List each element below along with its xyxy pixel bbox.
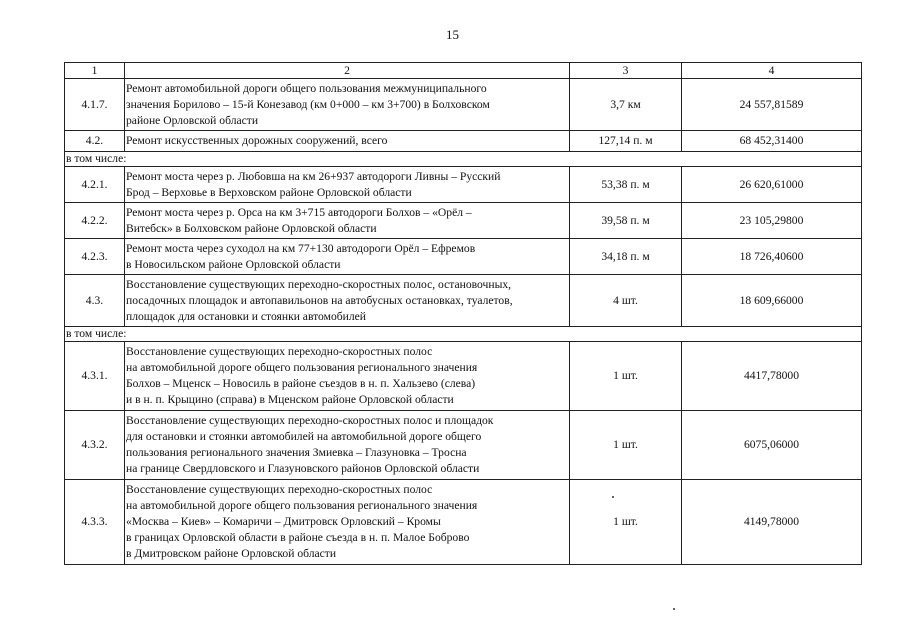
table-row	[65, 411, 862, 480]
description-line: Ремонт моста через р. Любовша на км 26+937 автодороги Ливны – Русский	[126, 169, 501, 183]
item-description	[125, 480, 570, 565]
description-line: Ремонт искусственных дорожных сооружений, всего	[126, 134, 388, 147]
item-amount: 18 609,66000	[682, 275, 862, 327]
column-header: 4	[682, 63, 862, 79]
item-quantity: 1 шт.	[570, 480, 682, 565]
description-line: районе Орловской области	[126, 113, 259, 127]
item-amount: 6075,06000	[682, 411, 862, 480]
description-line: Ремонт моста через р. Орса на км 3+715 автодороги Болхов – «Орёл –	[126, 205, 472, 219]
description-line: Восстановление существующих переходно-скоростных полос	[126, 483, 433, 496]
table-row	[65, 275, 862, 327]
item-amount: 18 726,40600	[682, 239, 862, 275]
item-quantity: 4 шт.	[570, 275, 682, 327]
item-amount: 23 105,29800	[682, 203, 862, 239]
item-number: 4.2.1.	[65, 167, 125, 203]
description-line: в границах Орловской области в районе съезда в н. п. Малое Боброво	[126, 531, 470, 544]
description-line: Восстановление существующих переходно-скоростных полос и площадок	[126, 414, 494, 427]
item-number: 4.1.7.	[65, 79, 125, 131]
item-number: 4.3.3.	[65, 480, 125, 565]
table-row	[65, 203, 862, 239]
description-line: на границе Свердловского и Глазуновского районов Орловской области	[126, 462, 480, 475]
item-number: 4.3.	[65, 275, 125, 327]
item-quantity: 127,14 п. м	[570, 131, 682, 152]
page-number: 15	[446, 27, 459, 42]
description-line: площадок для остановки и стоянки автомобилей	[126, 309, 367, 323]
item-number: 4.3.2.	[65, 411, 125, 480]
item-quantity: 53,38 п. м	[570, 167, 682, 203]
subheading-row	[65, 327, 862, 342]
item-description	[125, 167, 570, 203]
description-line: и в н. п. Крыцино (справа) в Мценском районе Орловской области	[126, 393, 454, 406]
description-line: в Новосильском районе Орловской области	[126, 257, 341, 271]
subheading-row	[65, 152, 862, 167]
item-amount: 4149,78000	[682, 480, 862, 565]
item-description	[125, 203, 570, 239]
item-number: 4.2.3.	[65, 239, 125, 275]
table-row	[65, 79, 862, 131]
description-line: на автомобильной дороге общего пользования регионального значения	[126, 361, 478, 374]
description-line: значения Борилово – 15-й Конезавод (км 0+000 – км 3+700) в Болховском	[126, 97, 490, 111]
description-line: в Дмитровском районе Орловской области	[126, 547, 337, 560]
scan-speck	[612, 496, 614, 498]
item-description	[125, 79, 570, 131]
table-row	[65, 480, 862, 565]
item-amount: 68 452,31400	[682, 131, 862, 152]
description-line: «Москва – Киев» – Комаричи – Дмитровск Орловский – Кромы	[126, 515, 441, 528]
description-line: на автомобильной дороге общего пользования регионального значения	[126, 499, 478, 512]
item-description	[125, 275, 570, 327]
description-line: Восстановление существующих переходно-скоростных полос, остановочных,	[126, 277, 512, 291]
column-header: 1	[65, 63, 125, 79]
column-header: 2	[125, 63, 570, 79]
item-amount: 26 620,61000	[682, 167, 862, 203]
description-line: Ремонт моста через суходол на км 77+130 автодороги Орёл – Ефремов	[126, 241, 476, 255]
description-line: Витебск» в Болховском районе Орловской области	[126, 221, 377, 235]
column-header: 3	[570, 63, 682, 79]
item-amount: 24 557,81589	[682, 79, 862, 131]
table-row	[65, 167, 862, 203]
item-quantity: 34,18 п. м	[570, 239, 682, 275]
scan-speck	[673, 608, 675, 610]
subheading-text: в том числе:	[65, 327, 862, 342]
item-number: 4.2.	[65, 131, 125, 152]
item-number: 4.2.2.	[65, 203, 125, 239]
subheading-text: в том числе:	[65, 152, 862, 167]
table-body	[65, 63, 862, 565]
item-quantity: 1 шт.	[570, 411, 682, 480]
description-line: Восстановление существующих переходно-скоростных полос	[126, 345, 433, 358]
description-line: Ремонт автомобильной дороги общего пользования межмуниципального	[126, 81, 487, 95]
description-line: Брод – Верховье в Верховском районе Орловской области	[126, 185, 412, 199]
description-line: пользования регионального значения Змиевка – Глазуновка – Тросна	[126, 446, 467, 459]
item-quantity: 3,7 км	[570, 79, 682, 131]
budget-table	[64, 62, 862, 565]
item-quantity: 1 шт.	[570, 342, 682, 411]
item-description	[125, 411, 570, 480]
description-line: для остановки и стоянки автомобилей на автомобильной дороге общего	[126, 430, 482, 443]
item-description	[125, 342, 570, 411]
item-quantity: 39,58 п. м	[570, 203, 682, 239]
item-number: 4.3.1.	[65, 342, 125, 411]
description-line: Болхов – Мценск – Новосиль в районе съездов в н. п. Хальзево (слева)	[126, 377, 476, 390]
item-description	[125, 131, 570, 152]
table-row	[65, 131, 862, 152]
description-line: посадочных площадок и автопавильонов на автобусных остановках, туалетов,	[126, 293, 513, 307]
item-description	[125, 239, 570, 275]
item-amount: 4417,78000	[682, 342, 862, 411]
table-row	[65, 342, 862, 411]
table-row	[65, 239, 862, 275]
table-header-row	[65, 63, 862, 79]
